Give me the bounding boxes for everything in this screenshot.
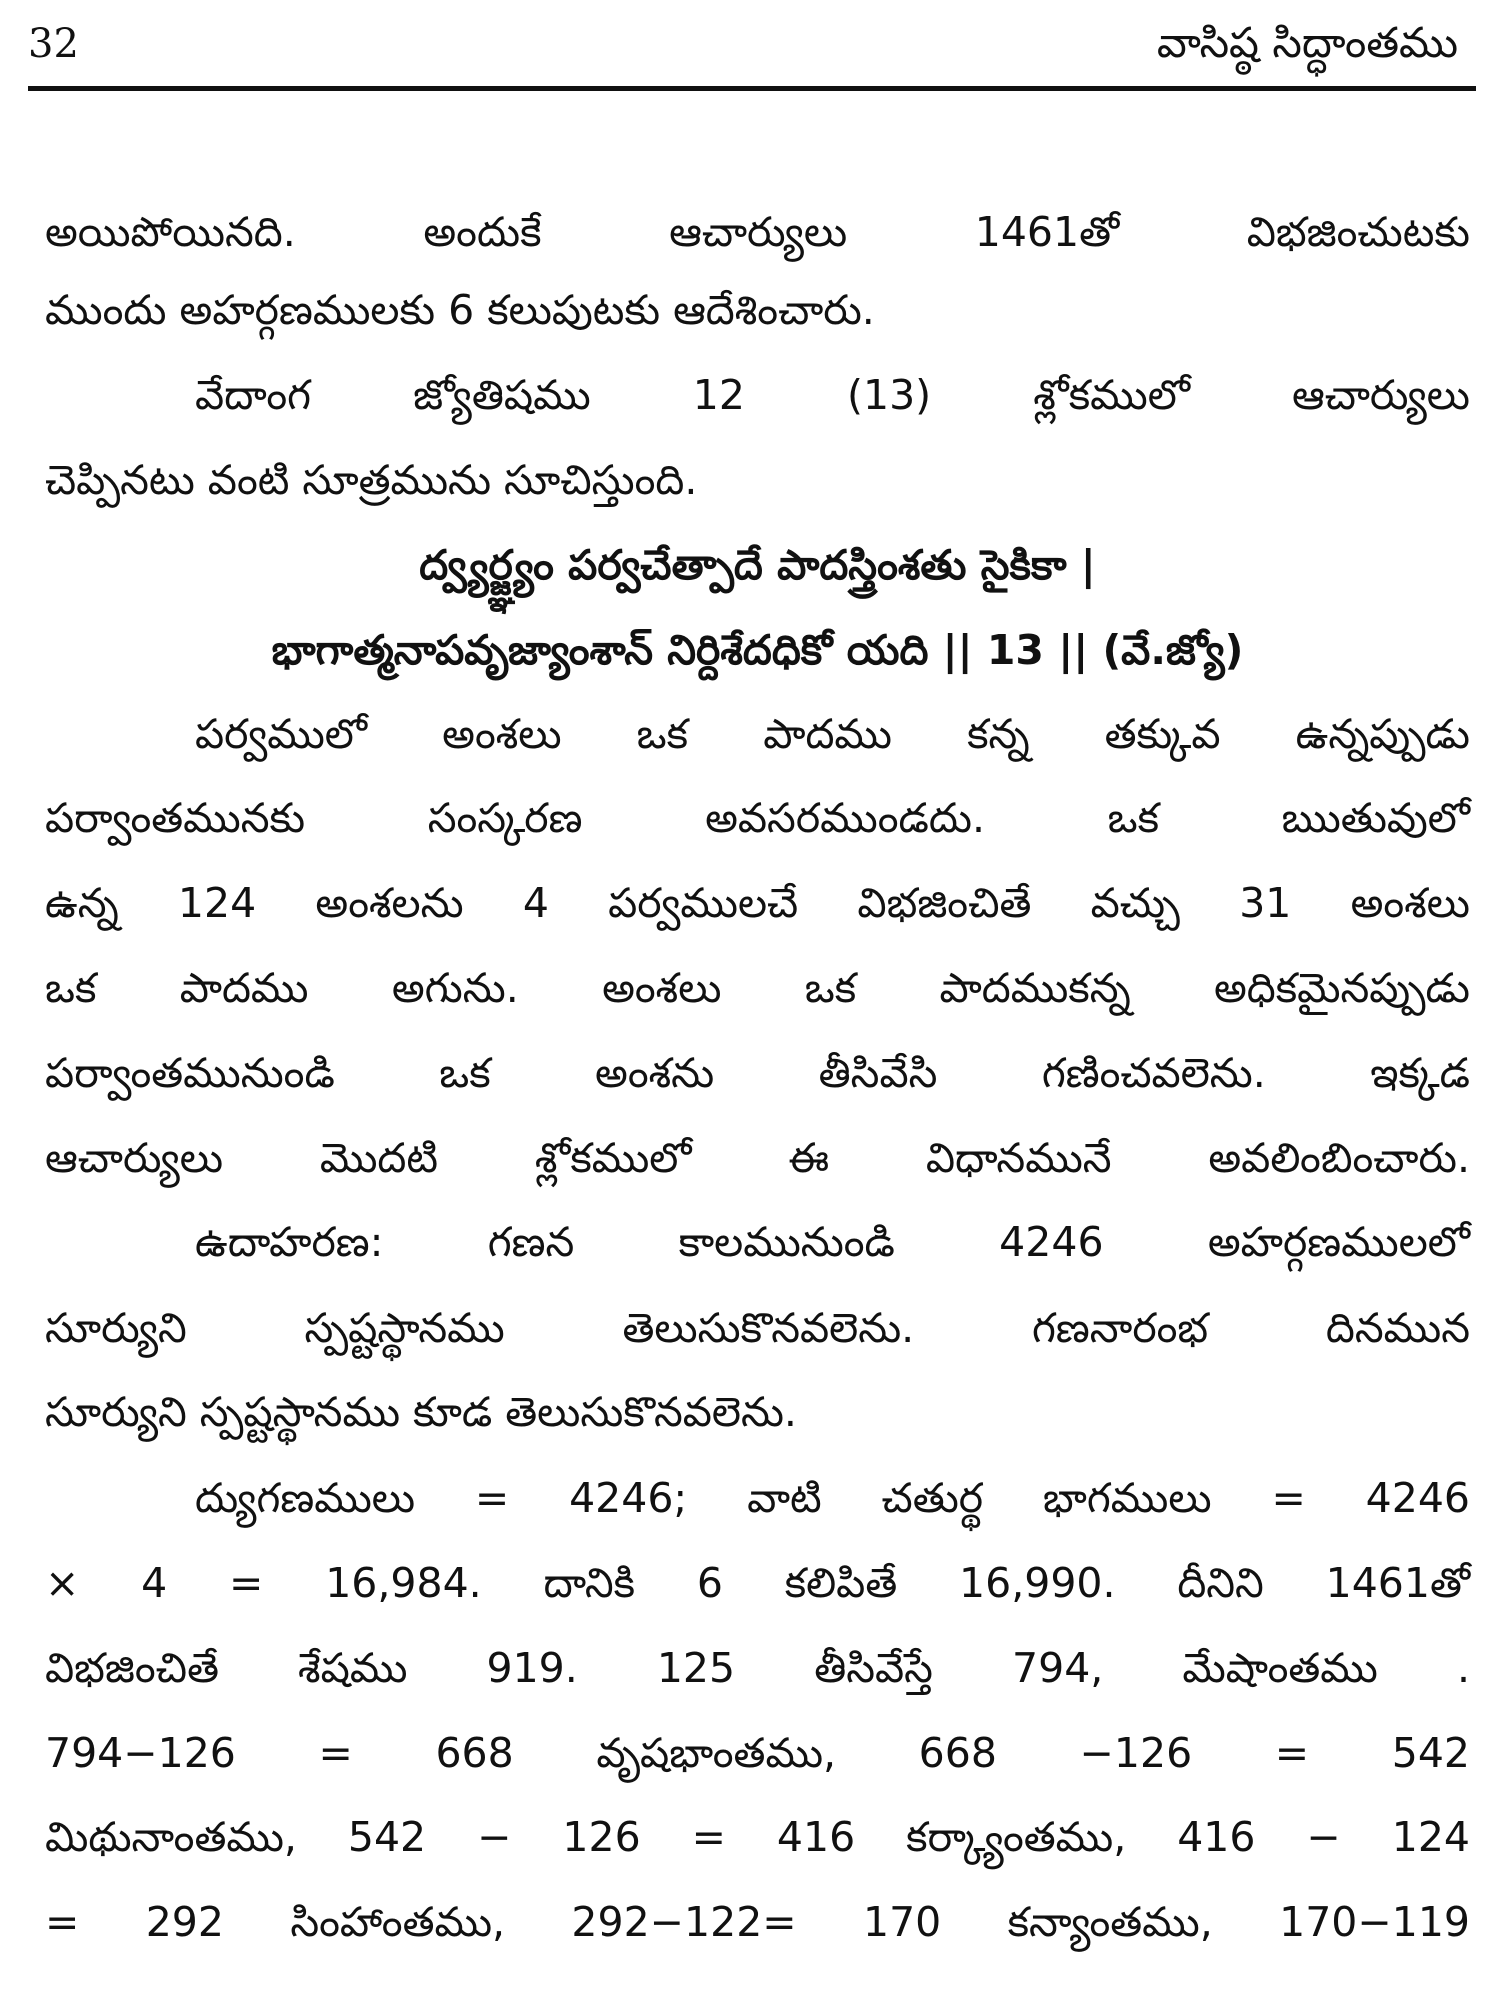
body-line: ఒక పాదము అగును. అంశలు ఒక పాదముకన్న అధికమైనప్పుడు: [45, 964, 1470, 1012]
body-line: ద్యుగణములు = 4246; వాటి చతుర్థ భాగములు = 4246: [195, 1474, 1470, 1522]
body-line: అయిపోయినది. అందుకే ఆచార్యులు 1461తో విభజించుటకు: [45, 208, 1470, 256]
body-line: 794−126 = 668 వృషభాంతము, 668 −126 = 542: [45, 1729, 1470, 1777]
body-line: పర్వాంతమునుండి ఒక అంశను తీసివేసి గణించవలెను. ఇక్కడ: [45, 1049, 1470, 1097]
page-header: [28, 20, 1468, 90]
body-line: ముందు అహర్గణములకు 6 కలుపుటకు ఆదేశించారు.: [45, 286, 875, 334]
body-line: ఆచార్యులు మొదటి శ్లోకములో ఈ విధానమునే అవలింబించారు.: [45, 1134, 1470, 1182]
body-line: సూర్యుని స్పష్టస్థానము తెలుసుకొనవలెను. గణనారంభ దినమున: [45, 1304, 1470, 1352]
body-line: ఉదాహరణ: గణన కాలమునుండి 4246 అహర్గణములలో: [195, 1218, 1470, 1266]
page-number: 32: [28, 21, 79, 67]
body-line: × 4 = 16,984. దానికి 6 కలిపితే 16,990. దీనిని 1461తో: [45, 1559, 1470, 1607]
body-line: = 292 సింహాంతము, 292−122= 170 కన్యాంతము, 170−119: [45, 1898, 1470, 1946]
body-line: ఉన్న 124 అంశలను 4 పర్వములచే విభజించితే వచ్చు 31 అంశలు: [45, 879, 1470, 927]
body-line: వేదాంగ జ్యోతిషము 12 (13) శ్లోకములో ఆచార్యులు: [195, 371, 1470, 419]
body-line: చెప్పినటు వంటి సూత్రమును సూచిస్తుంది.: [45, 456, 698, 504]
verse-line: ద్వ్యర్జ్ఞ్యం పర్వచేత్పాదే పాదస్త్రింశతు సైకికా |: [419, 541, 1096, 589]
body-line: పర్వాంతమునకు సంస్కరణ అవసరముండదు. ఒక ఋతువులో: [45, 794, 1470, 842]
body-line: సూర్యుని స్పష్టస్థానము కూడ తెలుసుకొనవలెను.: [45, 1388, 797, 1436]
body-line: పర్వములో అంశలు ఒక పాదము కన్న తక్కువ ఉన్నప్పుడు: [195, 710, 1470, 758]
body-line: మిథునాంతము, 542 − 126 = 416 కర్క్యాంతము, 416 − 124: [45, 1813, 1470, 1861]
verse-line: భాగాత్మనాపవృజ్యాంశాన్ నిర్దిశేదధికో యది || 13 || (వే.జ్యో): [271, 626, 1244, 674]
running-title: వాసిష్ఠ సిద్ధాంతము: [1156, 18, 1458, 67]
header-rule: [28, 86, 1476, 91]
body-line: విభజించితే శేషము 919. 125 తీసివేస్తే 794, మేషాంతము .: [45, 1644, 1470, 1692]
